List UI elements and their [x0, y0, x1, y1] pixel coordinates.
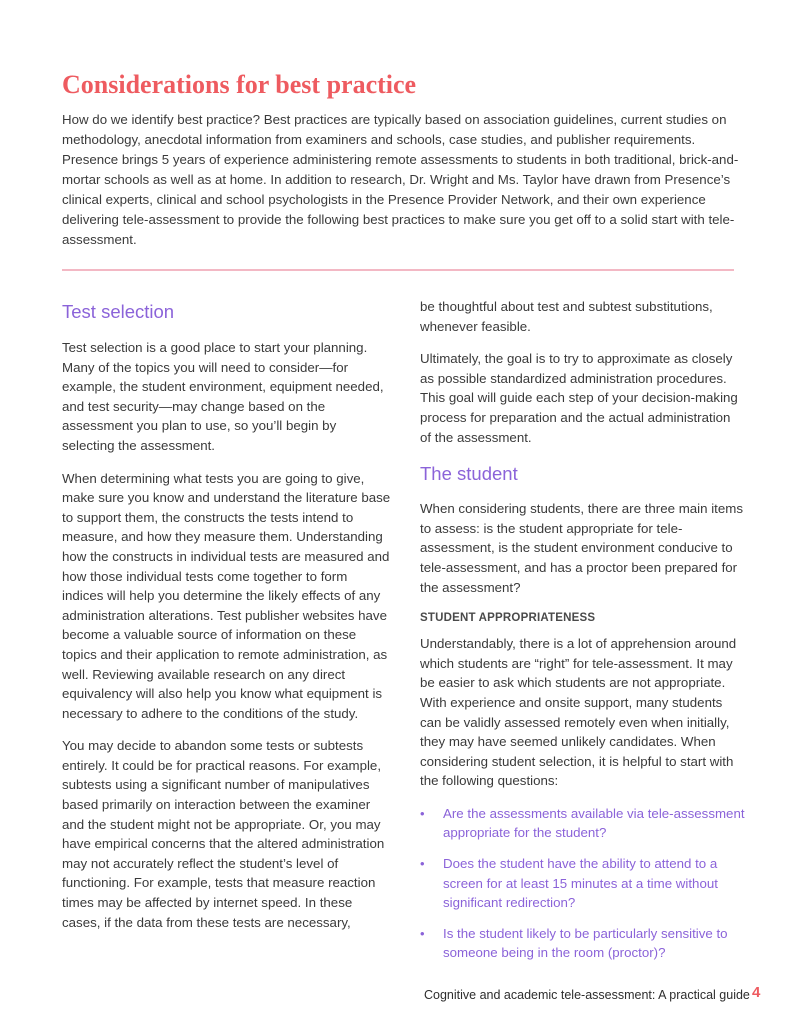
test-selection-paragraph-1: Test selection is a good place to start your planning. Many of the topics you will need to consider—for example, the student environment, equipment needed, and test security—may change based on the assessment you plan to use, so you’ll begin by selecting the assessment. — [62, 340, 384, 453]
student-questions-list — [420, 804, 745, 963]
student-appropriateness-subheading: STUDENT APPROPRIATENESS — [420, 612, 596, 625]
page-title: Considerations for best practice — [62, 70, 417, 99]
bullet-icon: • — [420, 805, 425, 821]
test-selection-paragraph-3: You may decide to abandon some tests or subtests entirely. It could be for practical reasons. For example, subtests using a significant number of manipulatives based primarily on interaction between the examiner and the student might not be appropriate. Or, you may have empirical concerns that the altered administration may not accurately reflect the student’s level of functioning. For example, tests that measure reaction times may be affected by internet speed. In these cases, if the data from these tests are necessary, — [62, 738, 385, 930]
list-item-text: Does the student have the ability to attend to a screen for at least 15 minutes at a time without significant redirection? — [443, 856, 718, 911]
bullet-icon: • — [420, 856, 425, 872]
section-divider — [62, 269, 734, 271]
the-student-heading: The student — [420, 463, 518, 485]
list-item-text: Is the student likely to be particularly sensitive to someone being in the room (proctor)? — [443, 925, 728, 961]
footer-title: Cognitive and academic tele-assessment: A practical guide — [424, 988, 750, 1002]
bullet-icon: • — [420, 925, 425, 941]
student-appropriateness-paragraph: Understandably, there is a lot of apprehension around which students are “right” for tele-assessment. It may be easier to ask which students are not appropriate. With experience and onsite support, many students can be validly assessed remotely even when initially, they may have seemed unlikely candidates. When considering student selection, it is helpful to start with the following questions: — [420, 636, 737, 789]
list-item — [420, 924, 745, 963]
test-selection-paragraph-3-continued: be thoughtful about test and subtest substitutions, whenever feasible. — [420, 299, 713, 334]
right-column — [420, 297, 745, 974]
test-selection-heading: Test selection — [62, 301, 175, 322]
the-student-paragraph-1: When considering students, there are three main items to assess: is the student appropriate for tele-assessment, is the student environment conducive to tele-assessment, and has a proctor been prepared for the assessment? — [420, 501, 743, 595]
intro-paragraph: How do we identify best practice? Best practices are typically based on association guidelines, current studies on methodology, anecdotal information from examiners and schools, case studies, and publisher requirements. Presence brings 5 years of experience administering remote assessments to students in both traditional, brick-and-mortar schools as well as at home. In addition to research, Dr. Wright and Ms. Taylor have drawn from Presence’s clinical experts, clinical and school psychologists in the Presence Provider Network, and their own experience delivering tele-assessment to provide the following best practices to make sure you get off to a solid start with tele-assessment. — [62, 112, 739, 247]
test-selection-paragraph-4: Ultimately, the goal is to try to approximate as closely as possible standardized administration procedures. This goal will guide each step of your decision-making process for preparation and the actual administration of the assessment. — [420, 351, 738, 445]
left-column — [62, 298, 392, 945]
list-item — [420, 854, 745, 913]
list-item — [420, 804, 745, 843]
list-item-text: Are the assessments available via tele-assessment appropriate for the student? — [443, 805, 745, 841]
page-number: 4 — [752, 984, 761, 1001]
test-selection-paragraph-2: When determining what tests you are going to give, make sure you know and understand the literature base to support them, the constructs the tests intend to measure, and how they measure them. Understanding how the constructs in individual tests are measured and how those individual tests come together to form indices will help you determine the likely effects of any administration alterations. Test publisher websites have become a valuable source of information on these topics and their application to remote administration, as well. Reviewing available research on any direct equivalency will also help you know what equipment is necessary to adhere to the conditions of the study. — [62, 470, 391, 721]
